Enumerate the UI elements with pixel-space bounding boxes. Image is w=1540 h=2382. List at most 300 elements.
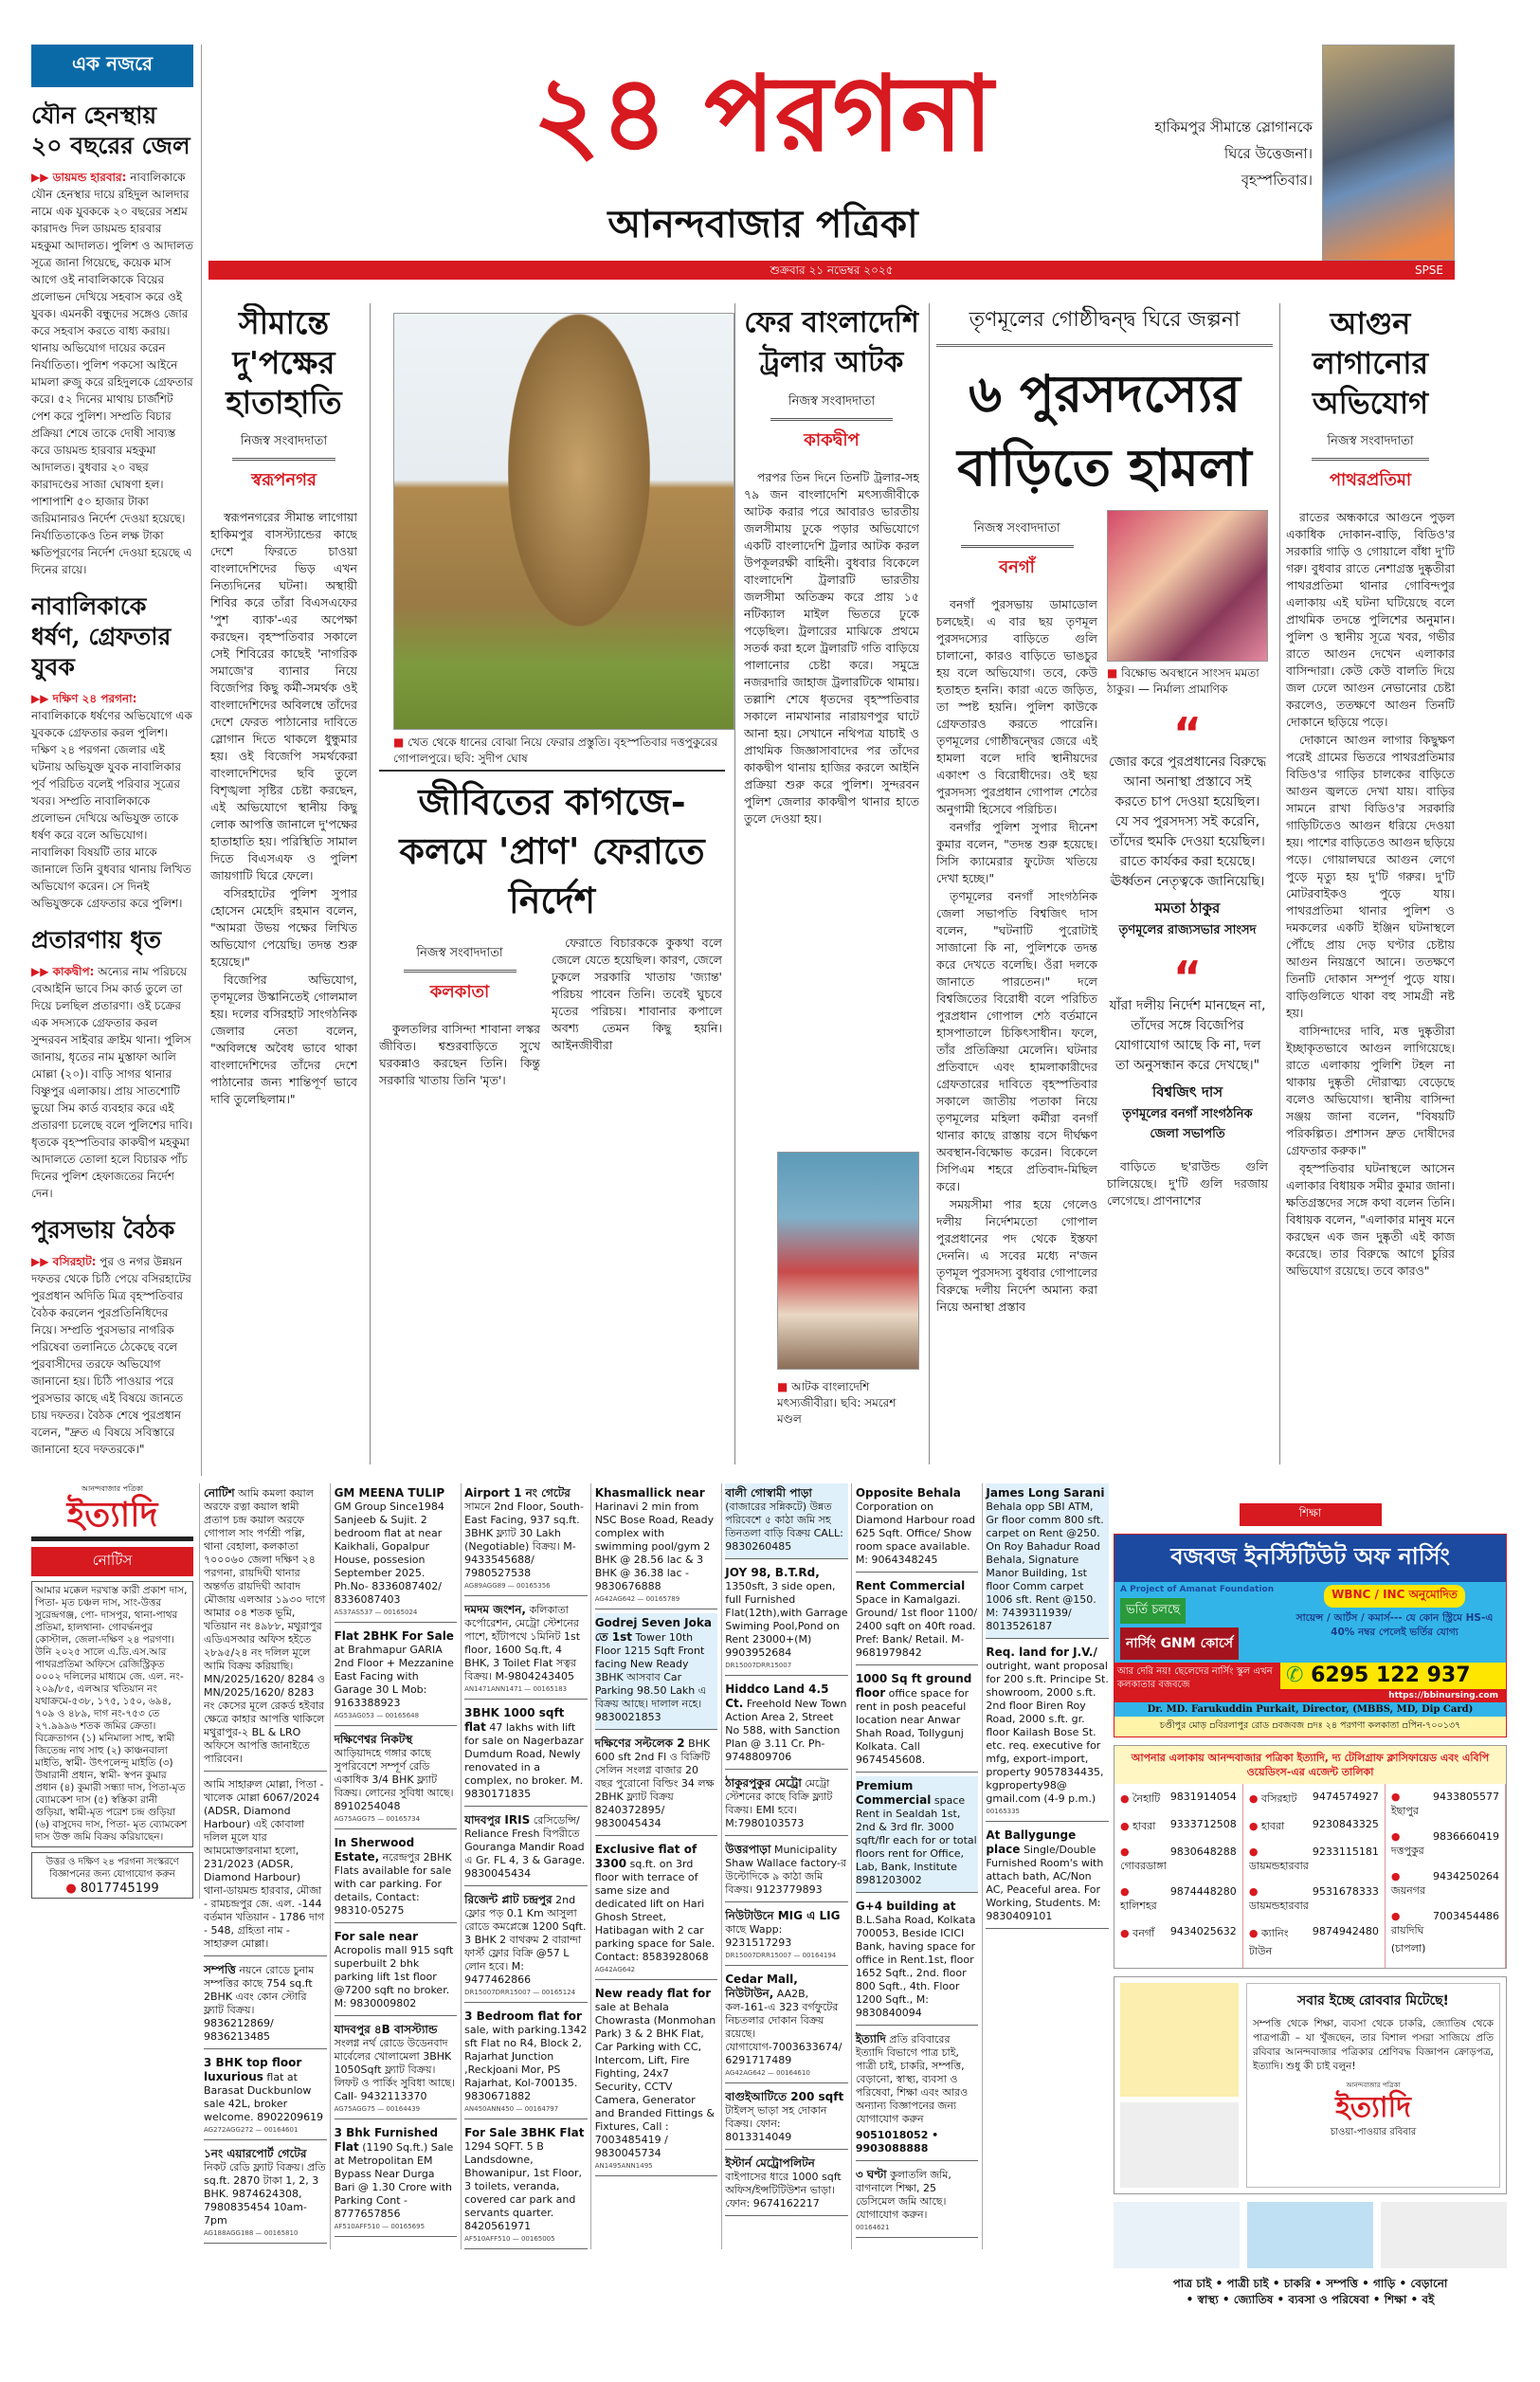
- title: Premium Commercial: [855, 1779, 932, 1807]
- classified-ad: [204, 2144, 327, 2244]
- headline: সীমান্তে দু'পক্ষের হাতাহাতি: [226, 304, 342, 421]
- text: যাঁরা দলীয় নির্দেশ মানছেন না, তাঁদের সঙ্গে বিজেপির যোগাযোগ আছে কি না, দল তা অনুসন্ধান করে দেখছে।": [1109, 998, 1266, 1073]
- role: তৃণমূলের বনগাঁ সাংগঠনিক জেলা সভাপতি: [1122, 1107, 1253, 1141]
- code: AG75AGG75 — 00164439: [334, 2105, 421, 2113]
- dateline: স্বরূপনগর: [251, 470, 317, 490]
- edition-code: SPSE: [1414, 264, 1443, 277]
- paragraph: ফেরাতে বিচারককে কুকথা বলে জেলে যেতে হয়েছিল। কারণ, জেলে ঢুকলে সরকারি খাতায় 'জ্যান্ত' পরিচয় পাবেন তিনি। তবেই ঘুচবে মৃতের পরিচয়। শাবানার কপালে অবশ্য তেমন কিছু হয়নি। আইনজীবীরা: [552, 936, 722, 1052]
- title: 3BHK 1000 sqft flat: [464, 1706, 565, 1734]
- brief-place: [31, 692, 136, 705]
- protest-photo: [1107, 510, 1268, 662]
- trawler-photo-caption: ■ আটক বাংলাদেশি মৎস্যজীবীরা। ছবি: সমরেশ মণ্ডল: [777, 1380, 897, 1426]
- phone-icon: ✆: [1286, 1664, 1304, 1687]
- paragraph: সময়সীমা পার হয়ে গেলেও দলীয় নির্দেশমতো গোপাল পুরপ্রধানের পদ থেকে ইস্তফা দেননি। এ সবের মধ্যে ন'জন তৃণমূল পুরসদস্য বুধবার গোপালের বিরুদ্ধে দলীয় নির্দেশ অমান্য করা নিয়ে অনাস্থা প্রস্তাব: [936, 1197, 1097, 1314]
- right-ad-stack: [1114, 1503, 1507, 2308]
- agent-list-title: আপনার এলাকায় আনন্দবাজার পত্রিকা ইত্যাদি, দ্য টেলিগ্রাফ ক্লাসিফায়েড এবং এবিপি ওয়েডিংস-এর এজেন্ট তালিকা: [1114, 1746, 1506, 1784]
- ittadi-logo: ইত্যাদি: [1335, 2091, 1411, 2124]
- headline: ৬ পুরসদস্যের বাড়িতে হামলা: [957, 363, 1252, 498]
- text: Behala opp SBI ATM, Gr floor comm 800 sft. carpet on Rent @250. On Roy Bahadur Road Behala, Signature Manor Building, 1st floor Comm carpet 1006 sft. Rent @150. M: 7439311939/ 8013526187: [986, 1500, 1104, 1632]
- paragraph: বসিরহাটের পুলিশ সুপার হোসেন মেহেদি রহমান বলেন, "আমরা উভয় পক্ষের লিখিত অভিযোগ পেয়েছি। তদন্ত শুরু হয়েছে।": [210, 886, 357, 969]
- story-trawler: [744, 303, 919, 1147]
- nursing-ad: [1114, 1534, 1507, 1737]
- paragraph: রাতের অন্ধকারে আগুনে পুড়ল একাধিক দোকান-বাড়ি, বিডিও'র সরকারি গাড়ি ও গোয়ালে বাঁধা দু'টি গরু। বুধবার রাতে নেশাগ্রস্ত দুষ্কৃতীরা পাথরপ্রতিমা থানার গোবিন্দপুর এলাকায় এই ঘটনা ঘটিয়েছে বলে প্রাথমিক তদন্তে পুলিশের অনুমান। পুলিশ ও স্থানীয় সূত্রে খবর, গভীর রাতে আগুন দেখেন এলাকার বাসিন্দারা। কেউ কেউ বালতি দিয়ে জল ঢেলে আগুন নেভানোর চেষ্টা করলেও, ততক্ষণে আগুন তিনটি দোকানে ছড়িয়ে পড়ে।: [1286, 510, 1455, 729]
- ear-photo: [1322, 45, 1455, 261]
- code: AG188AGG188 — 00165810: [204, 2229, 299, 2237]
- classifieds-brand: আনন্দবাজার পত্রিকা ইত্যাদি নোটিস আমার মক্কেল দরখাস্ত কারী প্রকাশ দাস, পিতা- মৃত চঞ্চল দাস, সাং-উত্তর সুরেন্দ্রগঞ্জ, পো- দাসপুর, থানা-পাথর প্রতিমা, হালথানা- গোবর্দ্ধনপুর কোস্টাল, জেলা-দক্ষিণ ২৪ পরগণা। উনি ২০২৫ সালে এ.ডি.এস.আর পাথরপ্রতিমা অফিসে রেজিস্ট্রিকৃত ০০০২ দলিলের মাধ্যমে জে. এল. নং- ২০৯/৮৫, এলআর খতিয়ান নং যথাক্রমে-৫৩৮, ১৭৫, ১৫০, ৬৯৪, ৭০৯ ও ৪৮৯, দাগ নং-৭৫৩ তে ২৭.৯৯৯৬ শতক জমির ক্রেতা। বিক্রেতাগন (১) মনিমালা সাহু, স্বামী জিতেন্দ্র নাথ সাহু (২) কাঞ্চনবালা মাইতি, স্বামী- উৎপলেন্দু মাইতি (৩) উষারানী প্রধান, স্বামী- স্বপন কুমার প্রধান (৪) কুমারী সন্ধ্যা দাস, পিতা-মৃত ব্যোমকেশ দাস (৫) স্বস্তিকা রানী গুড়িয়া, স্বামী-মৃত পরেশ চন্দ্র গুড়িয়া (৬) বাসুদেব দাস, পিতা- মৃত ব্যোমকেশ দাস উক্ত জমি বিক্রয় করিয়াছেন। উত্তর ও দক্ষিণ ২৪ পরগনা সংস্করণে বিজ্ঞাপনের জন্য যোগাযোগ করুন ● 8017745199: [31, 1483, 200, 1899]
- title: Exclusive flat of 3300: [594, 1843, 698, 1870]
- phone: 7003454486: [1433, 1910, 1499, 1922]
- text: কলিকাতা কর্পোরেশন, মেট্রো স্টেশনের পাশে, হাঁটাপথে ১মিনিট 1st floor, 1600 Sq.ft, 4 BHK, 3 Toilet Flat সত্বর বিক্রয়। M-9804243405: [464, 1604, 581, 1682]
- code: AS37AS537 — 00165024: [334, 1609, 418, 1616]
- title: 1000 Sq ft ground floor: [855, 1672, 972, 1700]
- title: Cedar Mall, নিউটাউন,: [725, 1973, 798, 2000]
- title: 3 Bhk Furnished Flat: [334, 2126, 439, 2154]
- classified-ad: [335, 2020, 458, 2119]
- code: AG42AG642 — 00164610: [725, 2069, 810, 2077]
- code: AN1495ANN1495: [594, 2162, 653, 2170]
- brief-item: [31, 1215, 193, 1458]
- classified-ad: [725, 1970, 848, 2083]
- quote-mark-icon: “: [1172, 952, 1203, 1003]
- title: For Sale 3BHK Flat: [464, 2126, 585, 2139]
- classified-ad: [725, 1563, 848, 1676]
- title: GM MEENA TULIP: [334, 1486, 445, 1500]
- title: Hiddco Land 4.5 Ct.: [725, 1682, 829, 1710]
- agent-row: ● দত্তপুকুর 9836660419: [1387, 1826, 1503, 1865]
- byline: নিজস্ব সংবাদদাতা: [788, 394, 876, 409]
- classified-ad: [464, 1483, 588, 1596]
- classified-ad: [595, 1984, 718, 2176]
- paragraph: স্বরূপনগরের সীমান্ত লাগোয়া হাকিমপুর বাসস্ট্যান্ডের কাছে দেশে ফিরতে চাওয়া বাংলাদেশিদের ভিড় এখন নিত্যদিনের ঘটনা। অস্থায়ী শিবির করে তাঁরা বিএসএফের 'পুশ ব্যাক'-এর অপেক্ষা করছেন। বৃহস্পতিবার সকালে সেই শিবিরের কাছেই 'নাগরিক সমাজে'র ব্যানার নিয়ে বিজেপির কিছু কর্মী-সমর্থক ওই বাংলাদেশিদের অবিলম্বে তাঁদের দেশে ফেরত পাঠানোর দাবিতে স্লোগান দিতে থাকলে ধুন্ধুমার হয়। ওই বিজেপি সমর্থকেরা বাংলাদেশিদের ছবি তুলে বিশৃঙ্খলা সৃষ্টির চেষ্টা করছেন, এই অভিযোগে স্থানীয় কিছু লোক আপত্তি জানালে দু'পক্ষের হাতাহাতি হয়। পরিস্থিতি সামাল দিতে বিএসএফ ও পুলিশ জায়গাটি ঘিরে ফেলে।: [210, 510, 357, 882]
- text: প্রতি রবিবারের ইত্যাদি বিভাগে পাত্র চাই, পাত্রী চাই, চাকরি, সম্পত্তি, বেড়ানো, স্বাস্থ্য, ব্যবসা ও পরিষেবা, শিক্ষা এবং আরও অন্যান্য বিজ্ঞাপনের জন্য যোগাযোগ করুন: [855, 2033, 969, 2125]
- text: flat at Barasat Duckbunlow sale 42L, broker welcome. 8902209619: [204, 2071, 324, 2123]
- name: ডায়মন্ডহারবার: [1248, 1900, 1309, 1912]
- paragraph: বাসিন্দাদের দাবি, মত্ত দুষ্কৃতীরা ইচ্ছাকৃতভাবে আগুন লাগিয়েছে। রাতে এলাকায় পুলিশি টহল না থাকায় দুষ্কৃতী দৌরাত্ম্য বেড়েছে বলেও অভিযোগ। স্থানীয় বাসিন্দা সঞ্জয় জানা বলেন, "বিষয়টি পরিকল্পিত। প্রশাসন দ্রুত দোষীদের গ্রেফতার করুক।": [1286, 1024, 1455, 1157]
- code: 00165335: [986, 1808, 1021, 1815]
- title: At Ballygunge place: [986, 1828, 1077, 1856]
- classified-ad: [725, 2087, 848, 2150]
- code: AG42AG642: [594, 1966, 636, 1973]
- classified-ad: [335, 1927, 458, 2016]
- code: AF510AFF510 — 00165005: [464, 2235, 555, 2243]
- protest-photo-caption: ■ বিক্ষোভ অবস্থানে সাংসদ মমতা ঠাকুর। — নির্মাল্য প্রামাণিক: [1107, 666, 1259, 696]
- code: AG42AG642 — 00165789: [594, 1595, 680, 1603]
- name: ইছাপুর: [1390, 1805, 1419, 1817]
- text: Space in Kamalgazi. Ground/ 1st floor 1100/ 2400 sqft on 40ft road. Pref: Bank/ Retail. M- 9681979842: [855, 1593, 978, 1659]
- title: ঠাকুরপুকুর মেট্রো: [725, 1776, 802, 1790]
- text: at Brahmapur GARIA 2nd Floor + Mezzanine East Facing with Garage 30 L Mob: 9163388923: [334, 1644, 454, 1709]
- name: মমতা ঠাকুর: [1154, 900, 1221, 917]
- title: Airport 1 নং গেটের: [464, 1486, 571, 1500]
- issue-date: শুক্রবার ২১ নভেম্বর ২০২৫: [770, 264, 894, 277]
- brand-small: আনন্দবাজার পত্রিকা: [81, 1484, 144, 1493]
- pull-quote: [1107, 708, 1268, 941]
- story-body: [210, 509, 357, 1108]
- classified-ad: [335, 1627, 458, 1726]
- brief-text: পুর ও নগর উন্নয়ন দফতর থেকে চিঠি পেয়ে বসিরহাটের পুরপ্রধান অদিতি মিত্র বৃহস্পতিবার বৈঠক করলেন পুরপ্রতিনিধিদের নিয়ে। সম্প্রতি পুরসভার নাগরিক পরিষেবা তলানিতে ঠেকেছে বলে পুরবাসীদের তরফে অভিযোগ জানানো হয়। চিঠি পাওয়ার পরে পুরসভার কাছে এই বিষয়ে জানতে চায় দফতর। বৈঠক শেষে পুরপ্রধান বলেন, "দ্রুত এ বিষয়ে সবিস্তারে জানানো হবে দফতরকে।": [31, 1255, 191, 1456]
- phone: 9474574927: [1312, 1791, 1379, 1803]
- code: AN450ANN450 — 00164797: [464, 2105, 559, 2113]
- name: দত্তপুকুর: [1390, 1845, 1424, 1857]
- text: Freehold New Town Action Area 2, Street No 588, with Sanction Plan @ 3.11 Cr. Ph-9748809706: [725, 1698, 847, 1763]
- agent-row: ● ডায়মন্ডহারবার 9233115181: [1245, 1841, 1383, 1881]
- story-alive: [379, 770, 725, 1466]
- place: বসিরহাট:: [52, 1255, 97, 1268]
- brief-place: [31, 965, 94, 978]
- name: ক্যানিং টাউন: [1248, 1927, 1289, 1957]
- dateline: বনগাঁ: [999, 557, 1035, 577]
- title: In Sherwood Estate,: [334, 1836, 415, 1864]
- title: JOY 98, B.T.Rd,: [725, 1566, 820, 1579]
- caption-square-icon: ■: [393, 736, 405, 749]
- classified-ad: [335, 1730, 458, 1829]
- code: 00164621: [855, 2224, 890, 2231]
- text: 1350sft, 3 side open, full Furnished Flat(12th),with Garrage Swiming Pool,Pond on Rent 23000+(M) 9903952684: [725, 1580, 848, 1659]
- classified-ad: [204, 2053, 327, 2140]
- paragraph: বনগাঁ পুরসভায় ডামাডোল চলছেই। এ বার ছয় তৃণমূল পুরসদস্যের বাড়িতে গুলি চালানো, কারও বাড়িতে ভাঙচুর হয় বলে অভিযোগ। তবে, কেউ হতাহত হননি। কারা এতে জড়িত, তা স্পষ্ট হয়নি। পুলিশ কাউকে গ্রেফতারও করতে পারেনি। তৃণমূলের গোষ্ঠীদ্বন্দ্বের জেরে এই হামলা বলে দাবি স্থানীয়দের একাংশ ও বিরোধীদের। ওই ছয় পুরসদস্য পুরপ্রধান গোপাল শেঠের অনুগামী হিসেবে পরিচিত।: [936, 597, 1097, 816]
- institute-name: বজবজ ইনস্টিটিউট অফ নার্সিং: [1114, 1535, 1506, 1582]
- caption-text: আটক বাংলাদেশি মৎস্যজীবীরা। ছবি: সমরেশ মণ্ডল: [777, 1380, 897, 1426]
- classified-ad: [595, 1840, 718, 1980]
- phone: 9434025632: [1169, 1925, 1237, 1937]
- brief-headline: নাবালিকাকে ধর্ষণ, গ্রেফতার যুবক: [31, 592, 172, 681]
- title: Godrej Seven Joka তে 1st: [594, 1616, 712, 1644]
- classified-ad: [464, 1810, 588, 1886]
- classified-ad: [986, 1826, 1109, 1929]
- foundation: A Project of Amanat Foundation: [1120, 1585, 1275, 1594]
- dateline: কলকাতা: [429, 982, 490, 1002]
- byline: নিজস্ব সংবাদদাতা: [240, 434, 328, 448]
- text: বাইপাসের ধারে 1000 sqft অফিস/ইন্সটিটিউশন ভাড়া। ফোন: 9674162217: [725, 2171, 842, 2209]
- double-arrow-icon: ▶▶: [31, 965, 49, 978]
- text: B.L.Saha Road, Kolkata 700053, Beside ICICI Bank, having space for office in Rent.1st, floor 1652 Sqft., 2nd. floor 800 Sqft., 4th. Floor 1200 Sqft., M: 9830840094: [855, 1914, 976, 2019]
- promo-headline: সবার ইচ্ছে রোববার মিটেছে!: [1297, 1993, 1449, 2009]
- title: ৩ ঘণ্টা: [855, 2168, 887, 2181]
- title: নিউটাউনে MIG এ LIG: [725, 1909, 841, 1922]
- name: ডায়মন্ডহারবার: [1248, 1860, 1309, 1872]
- name: বনগাঁ: [1132, 1927, 1155, 1939]
- phone: 9230843325: [1312, 1818, 1379, 1830]
- code: AG53AG053 — 00165648: [334, 1712, 420, 1719]
- brand-small: আনন্দবাজার পত্রিকা: [1346, 2082, 1401, 2089]
- text: নিকট রেডি ফ্ল্যাট বিক্রয়। প্রতি sq.ft. 2870 টাকা 1, 2, 3 BHK. 9874624308, 7980835454 10am-7pm: [204, 2161, 326, 2227]
- brief-text: অন্যের নাম পরিচয়ে বেআইনি ভাবে সিম কার্ড তুলে তা দিয়ে চলছিল প্রতারণা। ওই চক্রের এক সদস্যকে গ্রেফতার করল সুন্দরবন সাইবার ক্রাইম থানা। পুলিস জানায়, ধৃতের নাম মুস্তাফা আলি মোল্লা (২০)। বাড়ি সাগর থানার বিষ্ণুপুর এলাকায়। প্রায় সাতশোটি ভুয়ো সিম কার্ড ব্যবহার করে এই প্রতারণা চলেছে বলে পুলিশের দাবি। ধৃতকে বৃহস্পতিবার কাকদ্বীপ মহকুমা আদালতে তোলা হলে বিচারক পাঁচ দিনের পুলিশ হেফাজতের নির্দেশ দেন।: [31, 965, 193, 1200]
- classified-ad: [856, 1897, 979, 2026]
- role: তৃণমূলের রাজ্যসভার সাংসদ: [1118, 923, 1257, 937]
- promo-categories: [1114, 2276, 1507, 2308]
- paragraph: বৃহস্পতিবার ঘটনাস্থলে আসেন এলাকার বিধায়ক সমীর কুমার জানা। ক্ষতিগ্রস্তদের সঙ্গে কথা বলেন তিনি। বিধায়ক বলেন, "এলাকার মানুষ মনে করছেন এক জন দুষ্কৃতী এই কাজ করেছে। তার বিরুদ্ধে আগে চুরির অভিযোগ রয়েছে। তবে কারও": [1286, 1161, 1455, 1278]
- course-badge: নার্সিং GNM কোর্সে: [1120, 1627, 1239, 1660]
- classified-ad: [595, 1483, 718, 1609]
- classified-ad: [725, 1840, 848, 1902]
- title: দমদম জংশন,: [464, 1603, 526, 1616]
- water-purifier-image: [1114, 2202, 1240, 2268]
- notice-label: নোটিস: [31, 1547, 193, 1576]
- phone: 9531678333: [1312, 1885, 1379, 1898]
- classified-ad: [725, 1483, 848, 1559]
- agent-row: ● গোবরডাঙ্গা 9830648288: [1116, 1841, 1241, 1881]
- classified-ad: [725, 1773, 848, 1836]
- code: DR15007DRR15007 — 00164194: [725, 1952, 837, 1959]
- phone: 9831914054: [1169, 1791, 1237, 1803]
- phone: 9333712508: [1169, 1818, 1237, 1830]
- dateline: পাথরপ্রতিমা: [1329, 470, 1412, 490]
- promo-text: সম্পত্তি থেকে শিক্ষা, ব্যবসা থেকে চাকরি, জ্যোতিষ থেকে পাত্রপাত্রী – যা খুঁজছেন, তার বিশাল পসরা সাজিয়ে প্রতি রবিবার আনন্দবাজার পত্রিকার শ্রেণিবদ্ধ বিজ্ঞাপন ক্রোড়পত্র, ইত্যাদি। শুধু কী চাই বলুন!: [1253, 2018, 1494, 2072]
- phone: 9874942480: [1312, 1925, 1379, 1937]
- title: ১নং এয়ারপোর্ট গেটের: [204, 2147, 307, 2160]
- ear-caption: হাকিমপুর সীমান্তে স্লোগানকে ঘিরে উত্তেজনা। বৃহস্পতিবার।: [1154, 118, 1313, 189]
- agent-row: ● হাবরা 9333712508: [1116, 1813, 1241, 1841]
- brief-place: [31, 1255, 96, 1268]
- title: 3 Bedroom flat for: [464, 2009, 582, 2023]
- agent-row: ● ইছাপুর 9433805577: [1387, 1786, 1503, 1826]
- title: Flat 2BHK For Sale: [334, 1629, 454, 1643]
- phone: 9830648288: [1169, 1846, 1237, 1858]
- brief-headline: পুরসভায় বৈঠক: [31, 1216, 175, 1244]
- brief-item: [31, 100, 193, 578]
- text: জোর করে পুরপ্রধানের বিরুদ্ধে আনা অনাস্থা প্রস্তাবে সই করতে চাপ দেওয়া হয়েছিল। যে সব পুরসদস্য সই করেনি, তাঁদের হুমকি দেওয়া হয়েছিল। রাতে কার্যকর করা হয়েছে। ঊর্ধ্বতন নেতৃত্বকে জানিয়েছি।: [1108, 755, 1267, 889]
- title: নোটিশ: [204, 1486, 235, 1500]
- classified-ad: [725, 2154, 848, 2216]
- classified-ad: [856, 1483, 979, 1573]
- story-lead: [936, 303, 1273, 1464]
- place: ডায়মন্ড হারবার:: [52, 171, 127, 184]
- text: AA2B, কল-161-এ 323 বর্গফুটের নিচতলার দোকান বিক্রয় রয়েছে। যোগাযোগ-7003633674/ 6291717489: [725, 1988, 842, 2066]
- title: For sale near: [334, 1930, 418, 1943]
- brand-tagline: চাওয়া-পাওয়ার রবিবার: [1330, 2127, 1417, 2137]
- text: sq.ft. on 3rd floor with terrace of same size and dedicated lift on Hari Ghosh Street, Hatibagan with 2 car parking space for Sale. Contact: 8583928068: [594, 1858, 716, 1963]
- classified-ad: [204, 1483, 327, 1772]
- title: উত্তরপাড়া: [725, 1843, 771, 1856]
- ek-nojore-column: [31, 45, 202, 1476]
- classified-ad: [464, 1600, 588, 1700]
- code: AG89AGG89 — 00165356: [464, 1582, 551, 1590]
- byline: নিজস্ব সংবাদদাতা: [973, 521, 1060, 536]
- classified-ad: [464, 2123, 588, 2249]
- text: Tower 10th Floor 1215 Sqft Front facing New Ready 3BHK আসবাব Car Parking 98.50 Lakh এ বিক্রয় আছে। দালাল নহে। 9830021853: [594, 1631, 707, 1723]
- phone: 9874448280: [1169, 1885, 1237, 1898]
- name: হাবরা: [1132, 1820, 1156, 1832]
- paddy-photo: [393, 313, 734, 730]
- agent-row: ● হাবরা 9230843325: [1245, 1813, 1383, 1841]
- agent-row: ● বনগাঁ 9434025632: [1116, 1920, 1241, 1948]
- paragraph: দোকানে আগুন লাগার কিছুক্ষণ পরেই গ্রামের ভিতরে পাথরপ্রতিমার বিডিও'র গাড়ির চালকের বাড়িতে আগুন জ্বলতে দেখা যায়। বাড়ির সামনে রাখা বিডিও'র সরকারি গাড়িটিতেও আগুন ধরিয়ে দেওয়া হয়। পাশের বাড়িতেও আগুন ছড়িয়ে পড়ে। গোয়ালঘরে আগুন লেগে পুড়ে মৃত্যু হয় দু'টি গরুর। দু'টি মোটরবাইকও পুড়ে যায়। পাথরপ্রতিমা থানার পুলিশ ও দমকলের একটি ইঞ্জিন ঘটনাস্থলে পৌঁছে প্রায় দেড় ঘণ্টার চেষ্টায় আগুন নিয়ন্ত্রণে আনে। ততক্ষণে তিনটি দোকান সম্পূর্ণ পুড়ে যায়। বাড়িগুলিতে থাকা বহু সামগ্রী নষ্ট হয়।: [1286, 733, 1455, 1020]
- classified-ad: [464, 1703, 588, 1807]
- text: Acropolis mall 915 sqft superbuilt 2 bhk parking lift 1st floor @7200 sqft no broker. M: 9830009802: [334, 1944, 454, 2009]
- name: জয়নগর: [1390, 1884, 1426, 1897]
- caption-text: খেত থেকে ধানের বোঝা নিয়ে ফেরার প্রস্তুতি। বৃহস্পতিবার দত্তপুকুরের গোপালপুরে। ছবি: সুদীপ ঘোষ: [393, 736, 718, 765]
- text: সংলগ্ন নর্থ রোডে উডেনবাদ মার্বেলের খোলামেলা 3BHK 1050Sqft ফ্ল্যাট বিক্রয়। লিফট ও পার্কিং সুবিধা আছে। Call- 9432113370: [334, 2037, 455, 2102]
- classified-ad: [856, 1576, 979, 1665]
- agent-row: ● ক্যানিং টাউন 9874942480: [1245, 1920, 1383, 1966]
- paragraph: পরপর তিন দিনে তিনটি ট্রলার-সহ ৭৯ জন বাংলাদেশি মৎস্যজীবীকে আটক করার পরে আবারও ভারতীয় জলসীমায় ঢুকে পড়ার অভিযোগে একটি বাংলাদেশি ট্রলার আটক করল উপকূলরক্ষী বাহিনী। বুধবার বিকেলে বাংলাদেশি ট্রলারটি ভারতীয় জলসীমা অতিক্রম করে প্রায় ১৫ নটিক্যাল মাইল ভিতরে ঢুকে পড়েছিল। ট্রলারের মাঝিকে প্রথমে সতর্ক করা হলে ট্রলারটি গতি বাড়িয়ে পালানোর চেষ্টা করে। সমুদ্রে নজরদারি জাহাজ ট্রলারটিকে থামায়। তল্লাশি শেষে ধৃতদের বৃহস্পতিবার সকালে নামখানার নারায়ণপুর ঘাটে আনা হয়। সেখানে নথিপত্র যাচাই ও প্রাথমিক জিজ্ঞাসাবাদের পর তাঁদের কাকদ্বীপ থানায় হাজির করলে আইনি প্রক্রিয়া শুরু করে পুলিশ। সুন্দরবন পুলিশ জেলার কাকদ্বীপ থানার হাতে তুলে দেওয়া হয়।: [744, 470, 919, 826]
- code: AG75AGG75 — 00165734: [334, 1815, 421, 1823]
- paragraph: বিজেপির অভিযোগ, তৃণমূলের উস্কানিতেই গোলমাল হয়। দলের বসিরহাট সাংগঠনিক জেলার নেতা বলেন, "অবিলম্বে অবৈধ ভাবে থাকা বাংলাদেশিদের তাঁদের দেশে পাঠানোর জন্য শান্তিপূর্ণ ভাবে দাবি তুলেছিলাম।": [210, 973, 357, 1106]
- title: দক্ষিণেশ্বর নিকটস্থ: [334, 1733, 413, 1746]
- classified-ad: [204, 1960, 327, 2049]
- classified-ad: [856, 2165, 979, 2238]
- title: Req. land for J.V./: [986, 1646, 1097, 1659]
- classified-ad: [725, 1906, 848, 1966]
- admission-badge: ভর্তি চলছে: [1120, 1598, 1186, 1624]
- text: Harinavi 2 min from NSC Bose Road, Ready complex with swimming pool/gym 2 BHK @ 28.56 lac & 3 BHK @ 36.38 lac - 9830676888: [594, 1500, 715, 1592]
- title: 3 BHK top floor luxurious: [204, 2056, 302, 2083]
- brief-place: [31, 171, 126, 184]
- publication-name: আনন্দবাজার পত্রিকা: [607, 202, 918, 246]
- luggage-house-image: [1120, 1983, 1239, 2097]
- books-image: [1381, 2202, 1507, 2268]
- headline: ফের বাংলাদেশি ট্রলার আটক: [744, 306, 919, 379]
- byline: নিজস্ব সংবাদদাতা: [416, 946, 503, 960]
- double-arrow-icon: ▶▶: [31, 171, 49, 184]
- text: space Rent in Sealdah 1st, 2nd & 3rd flr. 3000 sqft/flr each for or total floors rent for Office, Lab, Bank, Institute 8981203002: [855, 1794, 977, 1886]
- text: outright, want proposal for 200 s.ft. Principe St. showroom, 2000 s.ft. 2nd floor Biren Roy Road, 2000 s.ft. gr. floor Kailash Bose St. etc. req. executive for mfg, export-import, property 9057834435, kgproperty98@ gmail.com (4-9 p.m.): [986, 1660, 1109, 1805]
- paragraph: বনগাঁর পুলিশ সুপার দীনেশ কুমার বলেন, "তদন্ত শুরু হয়েছে। সিসি ক্যামেরার ফুটেজ খতিয়ে দেখা হচ্ছে।": [936, 820, 1097, 885]
- code: AN1471ANN1471 — 00165183: [464, 1685, 568, 1693]
- classified-ad: [856, 1669, 979, 1773]
- eligibility-text: সায়েন্স / আর্টস / কমার্স--- যে কোন স্ট্রিমে HS-এ 40% নম্বর পেলেই ভর্তির যোগ্য: [1295, 1612, 1494, 1638]
- place: কাকদ্বীপ:: [52, 965, 95, 978]
- title: সম্পত্তি: [204, 1963, 236, 1976]
- name: হালিশহর: [1120, 1900, 1157, 1912]
- phone: 9233115181: [1312, 1846, 1379, 1858]
- brief-text: নাবালিকাকে যৌন হেনস্থার দায়ে রহিদুল আলদার নামে এক যুবককে ২০ বছরের সশ্রম কারাদণ্ড দিল ডায়মন্ড হারবার মহকুমা আদালত। পুলিশ ও আদালত সূত্রে জানা গিয়েছে, কয়েক মাস আগে ওই নাবালিকাকে বিয়ের প্রলোভন দেখিয়ে সহবাস করে ওই যুবক। এমনকী বন্ধুদের সঙ্গেও জোর করে সহবাস করতে বাধ্য করায়। থানায় অভিযোগ দায়ের করেন নির্যাতিতা। পুলিশ পকসো আইনে মামলা রুজু করে রহিদুলকে গ্রেফতার করে। ৫২ দিনের মাথায় চার্জশিট পেশ করে পুলিশ। সম্প্রতি বিচার প্রক্রিয়া শেষে তাকে দোষী সাব্যস্ত করে ডায়মন্ড হারবার মহকুমা আদালত। বুধবার ২০ বছর কারাদণ্ডের সাজা ঘোষণা হল। পাশাপাশি ৫০ হাজার টাকা জরিমানারও নির্দেশ দেওয়া হয়েছে। নির্যাতিতাকেও তিন লক্ষ টাকা ক্ষতিপূরণের নির্দেশ দেওয়া হয়েছে এ দিনের রায়ে।: [31, 171, 193, 576]
- classified-ad: [986, 1483, 1109, 1639]
- text: 1294 SQFT. 5 B Landsdowne, Bhowanipur, 1st Floor, 3 toilets, veranda, covered car park and servants quarter. 8420561971: [464, 2140, 583, 2232]
- classified-ad: [856, 1776, 979, 1893]
- dateline: কাকদ্বীপ: [804, 430, 860, 450]
- headline: জীবিতের কাগজে-কলমে 'প্রাণ' ফেরাতে নির্দেশ: [399, 780, 705, 921]
- pull-quote: [1107, 952, 1268, 1145]
- approval-badge: WBNC / INC অনুমোদিত: [1324, 1585, 1465, 1608]
- text: sale at Behala Chowrasta (Monmohan Park) 3 & 2 BHK Flat, Car Parking with CC, Intercom, Lift, Fire Fighting, 24x7 Security, CCTV Camera, Generator and Branded Fittings & Fixtures, Call : 7003485419 / 9830045734: [594, 2001, 716, 2159]
- caption-text: বিক্ষোভ অবস্থানে সাংসদ মমতা ঠাকুর। — নির্মাল্য প্রামাণিক: [1107, 666, 1259, 696]
- text: (বাজারের সন্নিকটে) উন্নত পরিবেশে ৫ কাঠা জমি সহ তিনতলা বাড়ি বিক্রয় CALL: 9830260485: [725, 1500, 843, 1553]
- classified-ad: [464, 1890, 588, 2003]
- paragraph: বাড়িতে ছ'রাউন্ড গুলি চালিয়েছে। দু'টি গুলি দরজায় লেগেছে। প্রাণনাশের: [1107, 1159, 1268, 1208]
- categories-line2: • স্বাস্থ্য • জ্যোতিষ • ব্যবসা ও পরিষেবা • শিক্ষা • বই: [1186, 2293, 1435, 2306]
- title: ইস্টার্ন মেট্রোপলিটন: [725, 2156, 815, 2170]
- headline: আগুন লাগানোর অভিযোগ: [1312, 305, 1429, 421]
- text: Single/Double Furnished Room's with attach bath, AC/Non AC, Peaceful area. For Working, Students. M: 9830409101: [986, 1844, 1104, 1922]
- title: দক্ষিণের সল্টলেক 2: [594, 1736, 685, 1750]
- brand: ইত্যাদি: [66, 1495, 158, 1535]
- text: 2nd ফ্লোর পড় 0.1 Km আসুলা রোডে কমপ্লেক্সে 1200 Sqft. 3 BHK 2 বাথরুম 2 বারান্দা ফার্স্ট ফ্লোর বিক্রি @57 L লোন হবে। M: 9477462866: [464, 1894, 587, 1986]
- phone: 9836660419: [1433, 1830, 1499, 1843]
- code: AG272AGG272 — 00164601: [204, 2126, 299, 2134]
- name: গোবরডাঙ্গা: [1120, 1860, 1167, 1872]
- classified-ad: [464, 2007, 588, 2119]
- contact-phone: 8017745199: [80, 1882, 159, 1896]
- story-fire: [1286, 303, 1455, 1464]
- title: G+4 building at: [855, 1900, 956, 1913]
- place: দক্ষিণ ২৪ পরগনা:: [52, 692, 137, 705]
- text: নরেন্দ্রপুর 2BHK Flats available for sale with car parking. For details, Contact: 98310-05275: [334, 1851, 452, 1917]
- brief-text: নাবালিকাকে ধর্ষণের অভিযোগে এক যুবককে গ্রেফতার করল পুলিশ। দক্ষিণ ২৪ পরগনা জেলার এই ঘটনায় অভিযুক্ত যুবক নাবালিকার পূর্ব পরিচিত বলেই পরিবার সূত্রের খবর। সম্প্রতি নাবালিকাকে প্রলোভন দেখিয়ে অভিযুক্ত তাকে ধর্ষণ করে বলে অভিযোগ। নাবালিকা বিষয়টি তার মাকে জানালে তিনি বুধবার থানায় লিখিত অভিযোগ করেন। সে দিনই অভিযুক্তকে গ্রেফতার করে পুলিশ।: [31, 709, 192, 910]
- title: Opposite Behala: [855, 1486, 961, 1500]
- byline: নিজস্ব সংবাদদাতা: [1327, 434, 1414, 448]
- trawler-photo: [777, 1152, 919, 1370]
- text: সামনে 2nd Floor, South-East Facing, 937 sq.ft. 3BHK ফ্ল্যাট 30 Lakh (Negotiable) বিক্রয়। M-9433545688/ 7980527538: [464, 1500, 584, 1579]
- text: টাইলস্ ভাড়া সহ দোকান বিক্রয়। ফোন: 8013314049: [725, 2104, 827, 2143]
- text: (1190 Sq.ft.) Sale at Metropolitan EM Bypass Near Durga Bari @ 1.30 Crore with Parking Cont - 8777657856: [334, 2141, 454, 2220]
- code: DR15007DRR15007: [725, 1662, 792, 1669]
- title: Khasmallick near: [594, 1486, 705, 1500]
- text: কাছে Wapp: 9231517293: [725, 1923, 792, 1949]
- director: Dr. MD. Farukuddin Purkait, Director, (MBBS, MD, Dip Card): [1147, 1704, 1474, 1715]
- title: যাদবপুর IRIS: [464, 1813, 531, 1827]
- categories-line1: পাত্র চাই • পাত্রী চাই • চাকরি • সম্পত্তি • গাড়ি • বেড়ানো: [1172, 2277, 1448, 2290]
- text: কুলাতলি জমি, বাগনালে শিক্ষা, 25 ডেসিমেল জমি আছে। যোগাযোগ করুন।: [855, 2169, 951, 2221]
- brief-headline: প্রতারণায় ধৃত: [31, 926, 161, 954]
- text: আড়িয়াদহে গঙ্গার কাছে সুপরিবেশে সম্পূর্ণ রেডি একাধিক 3/4 BHK ফ্ল্যাট বিক্রয়। লোনের সুবিধা আছে। 8910254048: [334, 1747, 454, 1812]
- classified-ad: [335, 1483, 458, 1623]
- text: মেট্রো স্টেশনের কাছে বিক্রি ফ্ল্যাট বিক্রয়। EMI হবে। M:7980103573: [725, 1777, 833, 1829]
- title: যাদবপুর ৪B বাসস্ট্যান্ড: [334, 2023, 438, 2036]
- story-border: [210, 303, 357, 1464]
- agent-row: ● জয়নগর 9434250264: [1387, 1865, 1503, 1905]
- title: বালী গোস্বামী পাড়া: [725, 1486, 812, 1500]
- classified-ad: [725, 1680, 848, 1770]
- double-arrow-icon: ▶▶: [31, 1255, 49, 1268]
- website: https://bbinursing.com: [1388, 1691, 1498, 1700]
- classified-ad: [595, 1613, 718, 1730]
- title: Rent Commercial: [855, 1579, 966, 1592]
- address: চণ্ডীপুর মোড় ▫বিরলাপুর রোড ▫বজবজ ▫দঃ ২৪ পরগণা কলকাতা ▫পিন-৭০০১৩৭: [1114, 1717, 1506, 1736]
- agent-row: ● ডায়মন্ডহারবার 9531678333: [1245, 1881, 1383, 1920]
- name: হাবরা: [1260, 1820, 1285, 1832]
- title: ইত্যাদি: [855, 2032, 886, 2046]
- brief-headline: যৌন হেনস্থায় ২০ বছরের জেল: [31, 101, 190, 159]
- text: আমি সাহারুল মোল্লা, পিতা - খালেক মোল্লা 6067/2024 (ADSR, Diamond Harbour) এই কোবালা দলিল মূলে যার আমমোক্তারনামা হলো, 231/2023 (ADSR, Diamond Harbour) থানা-ডায়মন্ড হারবার, মৌজা - রামচন্দ্রপুর জে. এল. -144 বর্তমান খতিয়ান - 1786 দাগ - 548, গ্রহিতা নাম - সাহারুল মোল্লা।: [204, 1778, 325, 1950]
- classified-ad: [204, 1775, 327, 1956]
- text: আমি কমলা কয়াল অরফে রত্না কয়াল স্বামী প্রতাপ চন্দ্র কয়াল অরফে গোপাল সাং পর্ণশ্রী পল্লি, থানা বেহালা, কলকাতা ৭০০০৬০ জেলা দক্ষিণ ২৪ পরগনা, রায়দিঘী থানার অন্তর্গত রায়দিঘী আবাদ মৌজায় এলআর ১৯৩০ দাগে আমার ০৪ শতক ভূমি, খতিয়ান নং ৪৯৮৮, মথুরাপুর এডিএসআর অফিস হইতে ২৮৯৫/২৪ নং দলিল মূলে আমি বিক্রয় করিয়াছি। MN/2025/1620/ 8284 ও MN/2025/1620/ 8283 নং কেসের মূলে রেকর্ড হইবার ক্ষেত্রে কাহার আপত্তি থাকিলে মথুরাপুর-২ BL & LRO অফিসে আপত্তি জানাইতে পারিবেন।: [204, 1487, 326, 1765]
- name: বসিরহাট: [1260, 1792, 1297, 1805]
- legal-notice: আমার মক্কেল দরখাস্ত কারী প্রকাশ দাস, পিতা- মৃত চঞ্চল দাস, সাং-উত্তর সুরেন্দ্রগঞ্জ, পো- দাসপুর, থানা-পাথর প্রতিমা, হালথানা- গোবর্দ্ধনপুর কোস্টাল, জেলা-দক্ষিণ ২৪ পরগণা। উনি ২০২৫ সালে এ.ডি.এস.আর পাথরপ্রতিমা অফিসে রেজিস্ট্রিকৃত ০০০২ দলিলের মাধ্যমে জে. এল. নং- ২০৯/৮৫, এলআর খতিয়ান নং যথাক্রমে-৫৩৮, ১৭৫, ১৫০, ৬৯৪, ৭০৯ ও ৪৮৯, দাগ নং-৭৫৩ তে ২৭.৯৯৯৬ শতক জমির ক্রেতা। বিক্রেতাগন (১) মনিমালা সাহু, স্বামী জিতেন্দ্র নাথ সাহু (২) কাঞ্চনবালা মাইতি, স্বামী- উৎপলেন্দু মাইতি (৩) উষারানী প্রধান, স্বামী- স্বপন কুমার প্রধান (৪) কুমারী সন্ধ্যা দাস, পিতা-মৃত ব্যোমকেশ দাস (৫) স্বস্তিকা রানী গুড়িয়া, স্বামী-মৃত পরেশ চন্দ্র গুড়িয়া (৬) বাসুদেব দাস, পিতা- মৃত ব্যোমকেশ দাস উক্ত জমি বিক্রয় করিয়াছেন।: [31, 1581, 193, 1847]
- brief-item: [31, 591, 193, 912]
- classified-ad: [335, 1833, 458, 1923]
- text: 47 lakhs with lift for sale on Nagerbazar Dumdum Road, Newly renovated in a complex, no broker. M. 9830171835: [464, 1721, 584, 1800]
- text: Corporation on Diamond Harbour road 625 Sqft. Office/ Show room space available. M: 9064348245: [855, 1500, 975, 1566]
- text: রেসিডেন্সি/ Reliance Fresh বিপরীতে Gouranga Mandir Road এ Gr. FL 4, 3 & Garage. 9830045434: [464, 1814, 586, 1880]
- title: রিজেন্ট প্লাট চন্দ্রপুর: [464, 1893, 553, 1906]
- house-image: [1120, 2102, 1239, 2188]
- ittadi-promo: [1114, 1976, 1507, 2194]
- paragraph: তৃণমূলের বনগাঁ সাংগঠনিক জেলা সভাপতি বিশ্বজিৎ দাস বলেন, "ঘটনাটি পুরোটাই সাজানো কি না, পুলিশকে তদন্ত করে দেখতে বলেছি। ওঁরা দলকে জানাতে পারতেন।" দলে বিশ্বজিতের বিরোধী বলে পরিচিত পুরপ্রধান গোপাল শেঠ বর্তমানে হাসপাতালে চিকিৎসাধীন। ফলে, তাঁর প্রতিক্রিয়া মেলেনি। ঘটনার প্রতিবাদে এবং হামলাকারীদের গ্রেফতারের দাবিতে বৃহস্পতিবার সকালে জাতীয় পতাকা নিয়ে তৃণমূলের মহিলা কর্মীরা বনগাঁ থানার কাছে রাস্তায় বসে দীর্ঘক্ষণ অবস্থান-বিক্ষোভ করেন। বিকেলে সিপিএম শহরে প্রতিবাদ-মিছিল করে।: [936, 889, 1097, 1193]
- text: GM Group Since1984 Sanjeeb & Sujit. 2 bedroom flat at near Kaikhali, Gopalpur House, possesion September 2025. Ph.No- 8336087402/ 8336087403: [334, 1500, 444, 1606]
- furniture-image: [1247, 2202, 1373, 2268]
- code: DR15007DRR15007 — 00165124: [464, 1989, 576, 1996]
- classified-ad: [986, 1643, 1109, 1822]
- photo-caption: [393, 735, 734, 767]
- masthead: [208, 38, 1317, 256]
- kicker: তৃণমূলের গোষ্ঠীদ্বন্দ্ব ঘিরে জল্পনা: [936, 303, 1273, 347]
- agent-row: ● হালিশহর 9874448280: [1116, 1881, 1241, 1920]
- classified-ads: [204, 1483, 1109, 2249]
- name: নৈহাটি: [1132, 1792, 1161, 1805]
- phone: 9433805577: [1433, 1791, 1499, 1803]
- date-bar: [208, 261, 1455, 280]
- quote-mark-icon: “: [1172, 708, 1203, 759]
- name: রায়দিঘি (চাপলা): [1390, 1924, 1426, 1955]
- phone: 9434250264: [1433, 1870, 1499, 1882]
- agent-row: ● নৈহাটি 9831914054: [1116, 1786, 1241, 1813]
- ek-nojore-header: এক নজরে: [31, 45, 193, 87]
- contact-text: উত্তর ও দক্ষিণ ২৪ পরগনা সংস্করণে বিজ্ঞাপনের জন্য যোগাযোগ করুন: [45, 1857, 179, 1880]
- agent-row: ● রায়দিঘি (চাপলা) 7003454486: [1387, 1905, 1503, 1963]
- text: office space for rent in posh peaceful location near Anwar Shah Road, Tollygunj Kolkata. Call 9674545608.: [855, 1687, 969, 1766]
- classified-ad: [335, 2123, 458, 2237]
